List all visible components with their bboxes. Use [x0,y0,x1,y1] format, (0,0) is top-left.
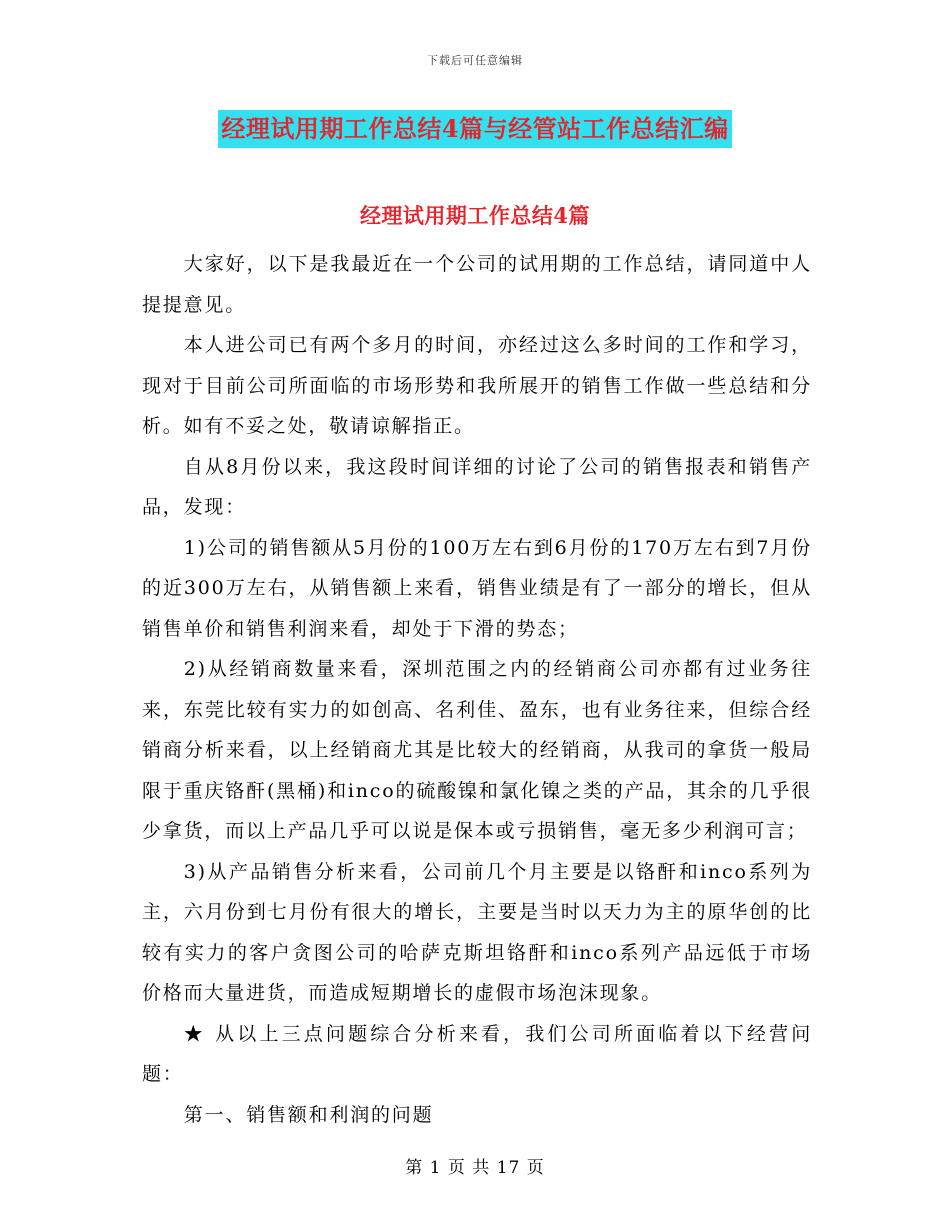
paragraph-finding-2: 2)从经销商数量来看，深圳范围之内的经销商公司亦都有过业务往来，东莞比较有实力的如创高、名利佳、盈东，也有业务往来，但综合经销商分析来看，以上经销商尤其是比较大的经销商，从我司的拿货一般局限于重庆铬酐(黑桶)和inco的硫酸镍和氯化镍之类的产品，其余的几乎很少拿货，而以上产品几乎可以说是保本或亏损销售，毫无多少利润可言； [142,658,812,842]
paragraph-findings-lead: 自从8月份以来，我这段时间详细的讨论了公司的销售报表和销售产品，发现： [142,455,812,518]
footer-page-number: 1 [429,1158,442,1178]
document-body [142,244,812,1135]
paragraph-section-heading: 第一、销售额和利润的问题 [183,1103,434,1126]
footer-suffix: 页 [526,1158,545,1178]
footer-total-pages: 17 [496,1158,521,1178]
footer-mid: 页 共 [447,1158,491,1178]
document-main-title: 经理试用期工作总结4篇与经管站工作总结汇编 [218,110,731,148]
main-title-container [0,110,950,148]
paragraph-finding-3: 3)从产品销售分析来看，公司前几个月主要是以铬酐和inco系列为主，六月份到七月份有很大的增长，主要是当时以天力为主的原华创的比较有实力的客户贪图公司的哈萨克斯坦铬酐和inco系列产品远低于市场价格而大量进货，而造成短期增长的虚假市场泡沫现象。 [142,860,812,1004]
paragraph-summary: ★ 从以上三点问题综合分析来看，我们公司所面临着以下经营问题： [142,1022,812,1085]
paragraph-greeting: 大家好，以下是我最近在一个公司的试用期的工作总结，请同道中人提提意见。 [142,253,812,316]
footer-prefix: 第 [405,1158,424,1178]
document-sub-title: 经理试用期工作总结4篇 [359,203,591,228]
paragraph-intro: 本人进公司已有两个多月的时间，亦经过这么多时间的工作和学习，现对于目前公司所面临的市场形势和我所展开的销售工作做一些总结和分析。如有不妥之处，敬请谅解指正。 [142,334,812,437]
page-footer [0,1153,950,1178]
paragraph-finding-1: 1)公司的销售额从5月份的100万左右到6月份的170万左右到7月份的近300万左右，从销售额上来看，销售业绩是有了一部分的增长，但从销售单价和销售利润来看，却处于下滑的势态； [142,536,812,640]
header-note: 下载后可任意编辑 [427,54,523,67]
